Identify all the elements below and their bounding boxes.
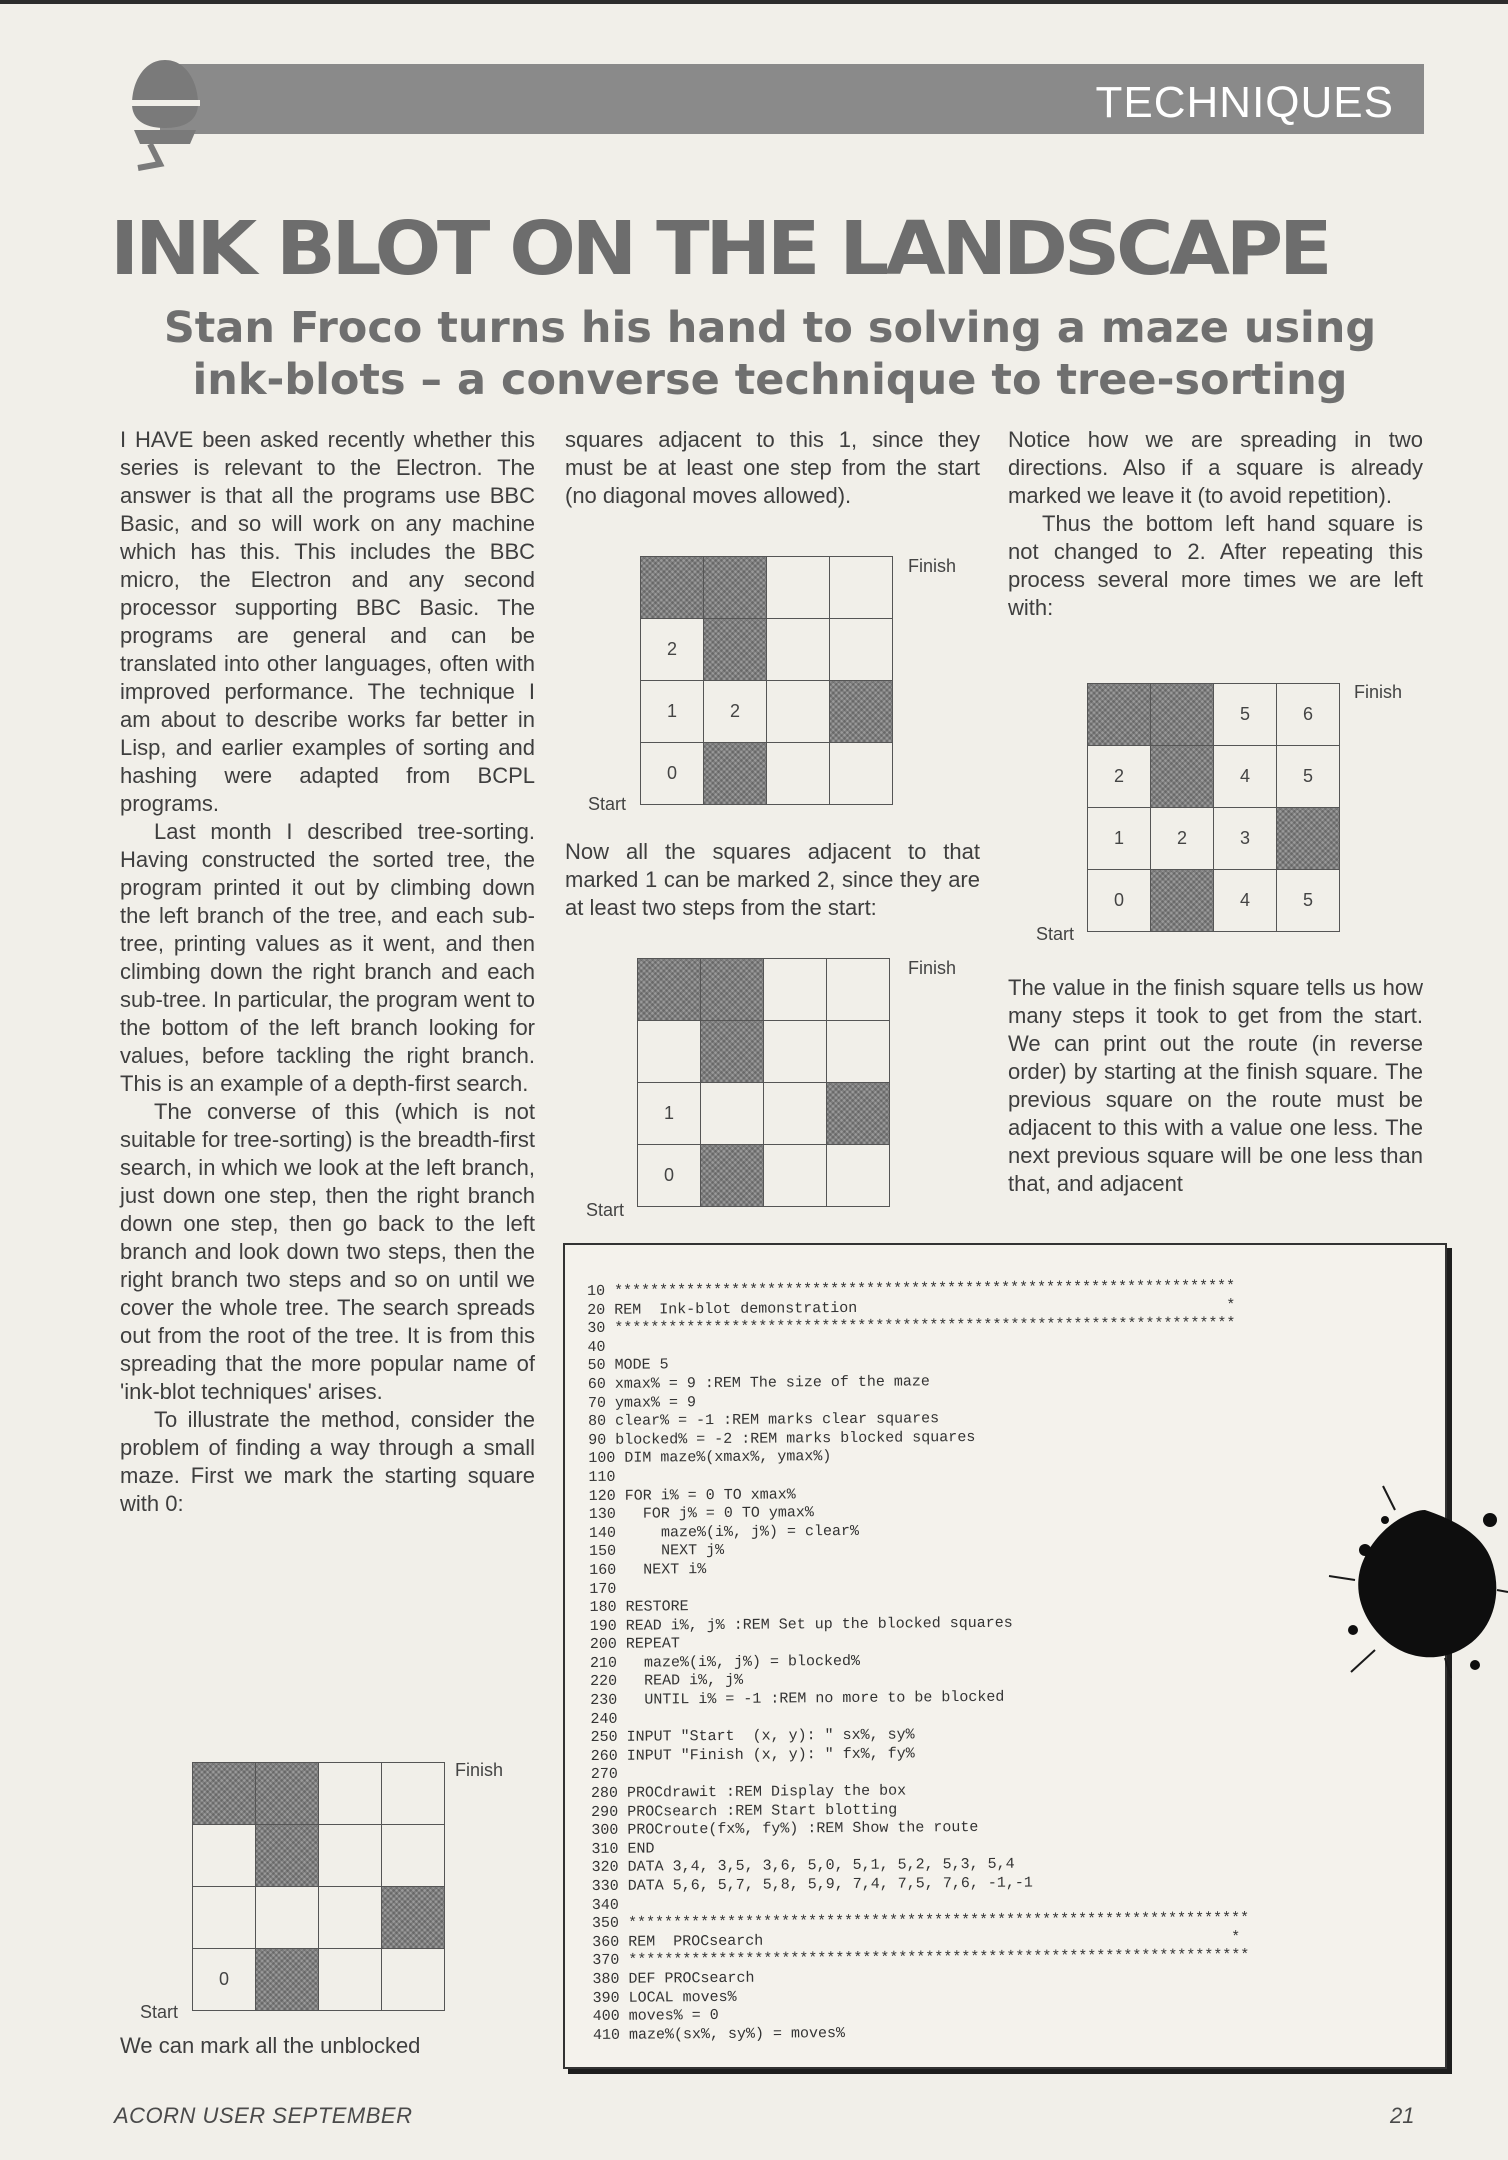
grid-row — [193, 1949, 445, 2011]
top-edge-rule — [0, 0, 1508, 4]
clear-square — [767, 557, 830, 619]
grid-row — [641, 743, 893, 805]
basic-program-listing: 10 ********************************************************************* 20 REM Ink-blot demonstration * 30 ********************************************************************* 40 50 MODE 5 60 xmax% = 9 :REM The size of the maze 70 ymax% = 9 80 clear% = -1 :REM marks clear squares 90 blocked% = -2 :REM marks blocked squares 100 DIM maze%(xmax%, ymax%) 110 120 FOR i% = 0 TO xmax% 130 FOR j% = 0 TO ymax% 140 maze%(i%, j%) = clear% 150 NEXT j% 160 NEXT i% 170 180 RESTORE 190 READ i%, j% :REM Set up the blocked squares 200 REPEAT 210 maze%(i%, j%) = blocked% 220 READ i%, j% 230 UNTIL i% = -1 :REM no more to be blocked 240 250 INPUT "Start (x, y): " sx%, sy% 260 INPUT "Finish (x, y): " fx%, fy% 270 280 PROCdrawit :REM Display the box 290 PROCsearch :REM Start blotting 300 PROCroute(fx%, fy%) :REM Show the route 310 END 320 DATA 3,4, 3,5, 3,6, 5,0, 5,1, 5,2, 5,3, 5,4 330 DATA 5,6, 5,7, 5,8, 5,9, 7,4, 7,5, 7,6, -1,-1 340 350 ********************************************************************* 360 REM PROCsearch * 370 ********************************************************************* 380 DEF PROCsearch 390 LOCAL moves% 400 moves% = 0 410 maze%(sx%, sy%) = moves% — [587, 1277, 1250, 2044]
article-standfirst — [140, 302, 1400, 406]
footer-page-number: 21 — [1390, 2103, 1415, 2128]
grid-row — [193, 1825, 445, 1887]
clear-square — [256, 1887, 319, 1949]
paragraph-breadth-first: The converse of this (which is not suitable for tree-sorting) is the breadth-first search, in which we look at the left branch, just down one step, then the right branch down one step, then go back to the left branch and look down two steps, then the right branch two steps and so on until we cover the whole tree. The search spreads out from the root of the tree. It is from this spreading that the more popular name of 'ink-blot techniques' arises. — [120, 1099, 535, 1404]
grid-row — [1088, 870, 1340, 932]
marked-square: 4 — [1214, 870, 1277, 932]
maze-grid-step-1 — [637, 958, 890, 1207]
clear-square — [319, 1763, 382, 1825]
marked-square: 2 — [704, 681, 767, 743]
grid-step-2-finish-label: Finish — [908, 556, 957, 576]
ink-blot-icon — [1325, 1480, 1508, 1680]
clear-square — [382, 1949, 445, 2011]
text-column-1 — [120, 426, 535, 1518]
marked-square: 6 — [1277, 684, 1340, 746]
clear-square — [701, 1083, 764, 1145]
grid-step-1-finish-label: Finish — [908, 958, 957, 978]
blocked-square — [256, 1763, 319, 1825]
clear-square — [764, 959, 827, 1021]
grid-complete-start-label: Start — [1036, 924, 1075, 944]
grid-row — [1088, 746, 1340, 808]
footer-publication: ACORN USER SEPTEMBER — [114, 2103, 413, 2128]
paragraph-tree-sorting: Last month I described tree-sorting. Having constructed the sorted tree, the program printed it out by climbing down the left branch of the tree, and each sub-tree, printing values as it went, and then climbing down the right branch and each sub-tree. In particular, the program went to the bottom of the left branch looking for values, before tackling the right branch. This is an example of a depth-first search. — [120, 819, 535, 1096]
standfirst-line-2: ink-blots – a converse technique to tree-sorting — [192, 355, 1348, 405]
blocked-square — [704, 557, 767, 619]
blocked-square — [830, 681, 893, 743]
blocked-square — [1088, 684, 1151, 746]
clear-square — [382, 1763, 445, 1825]
blocked-square — [1151, 870, 1214, 932]
marked-square: 5 — [1277, 870, 1340, 932]
marked-square: 0 — [1088, 870, 1151, 932]
clear-square — [764, 1083, 827, 1145]
marked-square: 0 — [638, 1145, 701, 1207]
blocked-square — [701, 1145, 764, 1207]
grid-step-0-start-label: Start — [140, 2002, 179, 2022]
grid-step-1-start-label: Start — [586, 1200, 625, 1220]
column-1-continuation: We can mark all the unblocked — [120, 2033, 421, 2058]
program-listing-box — [563, 1243, 1447, 2069]
clear-square — [830, 619, 893, 681]
clear-square — [764, 1021, 827, 1083]
paragraph-bottom-left: Thus the bottom left hand square is not changed to 2. After repeating this process several more times we are left with: — [1008, 511, 1423, 620]
marked-square: 4 — [1214, 746, 1277, 808]
marked-square: 2 — [1151, 808, 1214, 870]
clear-square — [827, 959, 890, 1021]
grid-complete-finish-label: Finish — [1354, 682, 1403, 702]
blocked-square — [638, 959, 701, 1021]
marked-square: 0 — [641, 743, 704, 805]
marked-square: 1 — [1088, 808, 1151, 870]
clear-square — [767, 681, 830, 743]
clear-square — [319, 1887, 382, 1949]
grid-step-2-start-label: Start — [588, 794, 627, 814]
marked-square: 3 — [1214, 808, 1277, 870]
blocked-square — [827, 1083, 890, 1145]
clear-square — [764, 1145, 827, 1207]
marked-square: 2 — [1088, 746, 1151, 808]
blocked-square — [1277, 808, 1340, 870]
blocked-square — [704, 619, 767, 681]
acorn-egg-logo-icon — [120, 56, 210, 176]
marked-square: 2 — [641, 619, 704, 681]
grid-row — [641, 619, 893, 681]
grid-row — [638, 1083, 890, 1145]
grid-row — [193, 1763, 445, 1825]
section-header-bar — [160, 64, 1424, 134]
paragraph-spreading: Notice how we are spreading in two directions. Also if a square is already marked we leave it (to avoid repetition). — [1008, 427, 1423, 508]
marked-square: 1 — [641, 681, 704, 743]
blocked-square — [641, 557, 704, 619]
clear-square — [382, 1825, 445, 1887]
article-headline: INK BLOT ON THE LANDSCAPE — [110, 206, 1329, 292]
section-label: TECHNIQUES — [1095, 78, 1394, 127]
clear-square — [827, 1021, 890, 1083]
paragraph-intro: I HAVE been asked recently whether this series is relevant to the Electron. The answer is that all the programs use BBC Basic, and so will work on any machine which has this. This includes the BBC micro, the Electron and any second processor supporting BBC Basic. The programs are general and can be translated into other languages, often with improved performance. The technique I am about to describe works far better in Lisp, and earlier examples of sorting and hashing were adapted from BCPL programs. — [120, 427, 535, 816]
grid-row — [1088, 684, 1340, 746]
blocked-square — [701, 1021, 764, 1083]
blocked-square — [701, 959, 764, 1021]
clear-square — [830, 743, 893, 805]
clear-square — [767, 743, 830, 805]
clear-square — [319, 1949, 382, 2011]
blocked-square — [1151, 746, 1214, 808]
blocked-square — [256, 1949, 319, 2011]
grid-row — [641, 681, 893, 743]
blocked-square — [704, 743, 767, 805]
clear-square — [193, 1825, 256, 1887]
marked-square: 5 — [1214, 684, 1277, 746]
grid-row — [638, 1145, 890, 1207]
text-column-3-bottom: The value in the finish square tells us how many steps it took to get from the start. We can print out the route (in reverse order) by starting at the finish square. The previous square on the route must be adjacent to this with a value one less. The next previous square will be one less than that, and adjacent — [1008, 975, 1423, 1196]
grid-row — [1088, 808, 1340, 870]
text-column-2-top: squares adjacent to this 1, since they must be at least one step from the start (no diagonal moves allowed). — [565, 427, 980, 508]
grid-row — [638, 959, 890, 1021]
blocked-square — [193, 1763, 256, 1825]
grid-row — [641, 557, 893, 619]
grid-row — [638, 1021, 890, 1083]
blocked-square — [382, 1887, 445, 1949]
clear-square — [767, 619, 830, 681]
clear-square — [319, 1825, 382, 1887]
grid-row — [193, 1887, 445, 1949]
marked-square: 5 — [1277, 746, 1340, 808]
clear-square — [193, 1887, 256, 1949]
standfirst-line-1: Stan Froco turns his hand to solving a maze using — [163, 303, 1377, 353]
maze-grid-step-0 — [192, 1762, 445, 2011]
clear-square — [827, 1145, 890, 1207]
clear-square — [830, 557, 893, 619]
grid-step-0-finish-label: Finish — [455, 1760, 504, 1780]
maze-grid-complete — [1087, 683, 1340, 932]
text-column-2-middle: Now all the squares adjacent to that marked 1 can be marked 2, since they are at least two steps from the start: — [565, 839, 980, 920]
blocked-square — [1151, 684, 1214, 746]
clear-square — [638, 1021, 701, 1083]
marked-square: 0 — [193, 1949, 256, 2011]
paragraph-maze-intro: To illustrate the method, consider the problem of finding a way through a small maze. First we mark the starting square with 0: — [120, 1407, 535, 1516]
maze-grid-step-2 — [640, 556, 893, 805]
marked-square: 1 — [638, 1083, 701, 1145]
text-column-3-top — [1008, 426, 1423, 622]
blocked-square — [256, 1825, 319, 1887]
